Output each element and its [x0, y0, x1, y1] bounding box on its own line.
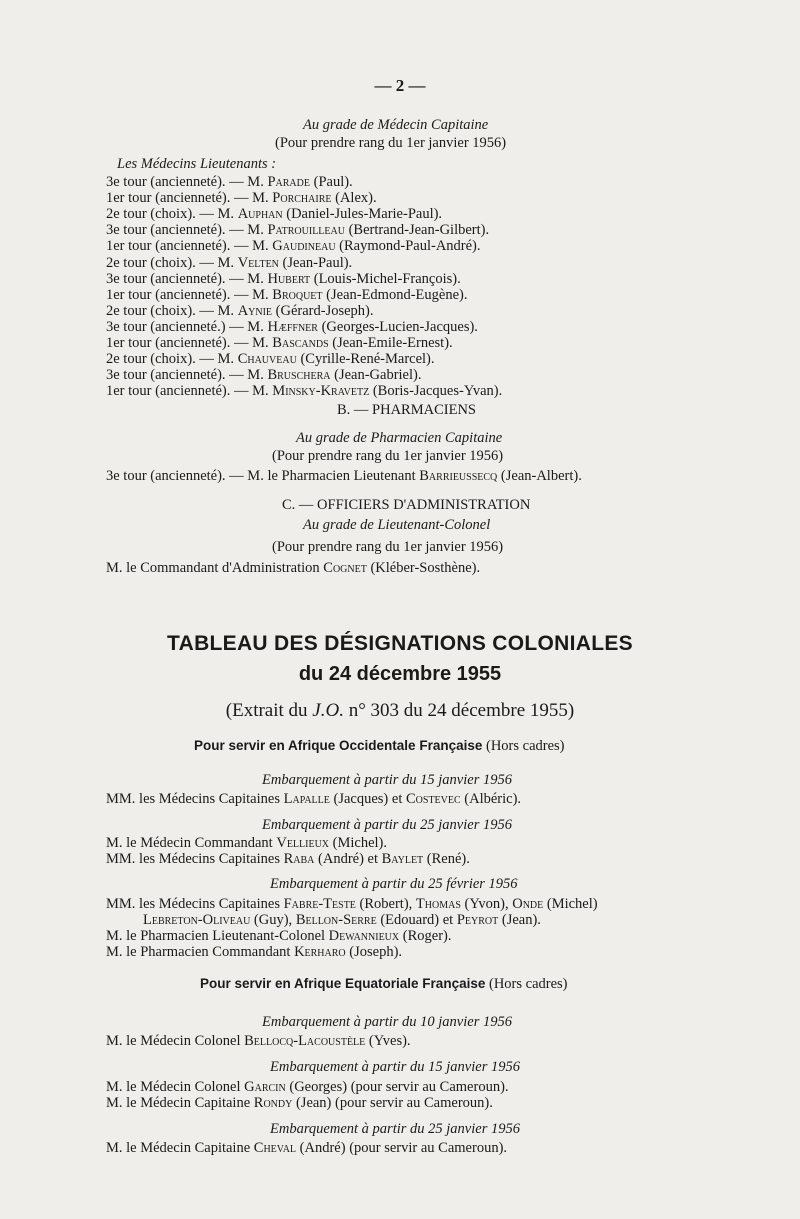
- tour-text: 3e tour (ancienneté). — M.: [106, 270, 264, 287]
- extrait-text: n° 303 du 24 décembre 1955): [348, 700, 575, 721]
- person-name: Rondy: [253, 1095, 293, 1111]
- person-name: Dewannieux: [328, 928, 400, 944]
- region-title: Pour servir en Afrique Occidentale Française: [194, 738, 483, 753]
- person-name: Vellieux: [276, 835, 330, 851]
- person-name: Parade: [267, 174, 310, 190]
- list-item: [106, 190, 377, 206]
- entry-text: (Jean).: [501, 912, 541, 928]
- person-name: Porchaire: [272, 190, 332, 207]
- section-heading-pharmaciens: B. — PHARMACIENS: [337, 402, 476, 418]
- page-number: — 2 —: [374, 76, 426, 95]
- tour-text: 3e tour (ancienneté). — M.: [106, 367, 264, 384]
- tour-text: 1er tour (ancienneté). — M.: [106, 335, 269, 351]
- person-name: Gaudineau: [272, 238, 336, 255]
- entry-text: (Yves).: [368, 1033, 411, 1049]
- tableau-title: TABLEAU DES DÉSIGNATIONS COLONIALES: [167, 632, 633, 655]
- person-name: Bruschera: [267, 367, 331, 384]
- region-tail: (Hors cadres): [485, 738, 565, 754]
- list-item: [106, 468, 582, 484]
- entry-text: (Kléber-Sosthène).: [370, 560, 481, 576]
- section-heading-officiers: C. — OFFICIERS D'ADMINISTRATION: [282, 497, 531, 513]
- given-names: (Boris-Jacques-Yvan).: [372, 383, 503, 400]
- list-item: [106, 928, 451, 944]
- given-names: (Jean-Emile-Ernest).: [332, 335, 453, 351]
- rang-line: (Pour prendre rang du 1er janvier 1956): [275, 135, 507, 151]
- person-name: Raba: [283, 851, 315, 867]
- tour-text: 2e tour (choix). — M.: [106, 302, 235, 319]
- person-name: Peyrot: [456, 912, 499, 928]
- entry-text: M. le Médecin Colonel: [106, 1033, 241, 1049]
- tour-text: 1er tour (ancienneté). — M.: [106, 383, 269, 400]
- list-item: [106, 206, 442, 222]
- person-name: Velten: [237, 254, 279, 271]
- person-name: Lapalle: [283, 791, 330, 807]
- person-name: Baylet: [381, 851, 424, 867]
- list-item: [106, 944, 402, 960]
- entry-text: MM. les Médecins Capitaines: [106, 851, 280, 867]
- entry-text: (René).: [426, 851, 470, 867]
- grade-heading: Au grade de Médecin Capitaine: [303, 117, 489, 133]
- list-item: [106, 255, 352, 271]
- person-name: Chauveau: [237, 351, 297, 368]
- list-item: [106, 383, 502, 399]
- list-item: [106, 238, 481, 254]
- person-name: Aynie: [237, 302, 273, 319]
- entry-text: M. le Médecin Colonel: [106, 1079, 241, 1095]
- list-item: [106, 1033, 411, 1049]
- list-item: [106, 560, 480, 576]
- list-item: [106, 896, 598, 912]
- list-item: [106, 835, 387, 851]
- entry-text: (Jean) (pour servir au Cameroun).: [295, 1095, 493, 1111]
- tour-text: 3e tour (ancienneté). — M.: [106, 222, 264, 239]
- region-tail: (Hors cadres): [488, 976, 568, 992]
- entry-text: 3e tour (ancienneté). — M. le Pharmacien Lieutenant: [106, 468, 416, 484]
- given-names: (Raymond-Paul-André).: [339, 238, 481, 255]
- person-name: Hæffner: [267, 318, 318, 335]
- entry-text: (Jacques) et: [333, 791, 403, 807]
- given-names: (Jean-Gabriel).: [334, 367, 422, 384]
- entry-text: M. le Pharmacien Commandant: [106, 944, 291, 960]
- entry-text: (Michel).: [332, 835, 388, 851]
- person-name: Lebreton-Oliveau: [143, 912, 251, 928]
- entry-text: M. le Médecin Capitaine: [106, 1095, 251, 1111]
- entry-text: (André) (pour servir au Cameroun).: [299, 1140, 508, 1156]
- given-names: (Paul).: [313, 174, 353, 190]
- entry-text: (Roger).: [402, 928, 452, 944]
- embarquement-line: Embarquement à partir du 25 janvier 1956: [270, 1121, 520, 1137]
- grade-heading: Au grade de Pharmacien Capitaine: [296, 430, 503, 446]
- list-item: [106, 351, 435, 367]
- person-name: Thomas: [415, 896, 461, 912]
- embarquement-line: Embarquement à partir du 25 février 1956: [270, 876, 518, 892]
- tour-text: 1er tour (ancienneté). — M.: [106, 286, 269, 303]
- person-name: Auphan: [237, 206, 283, 223]
- list-item: [106, 335, 453, 351]
- entry-text: (Yvon),: [464, 896, 509, 912]
- list-item: [143, 912, 541, 928]
- entry-text: MM. les Médecins Capitaines: [106, 896, 280, 912]
- tour-text: 1er tour (ancienneté). — M.: [106, 238, 269, 255]
- list-item: [106, 367, 421, 383]
- person-name: Costevec: [405, 791, 461, 807]
- entry-text: M. le Médecin Commandant: [106, 835, 273, 851]
- given-names: (Alex).: [335, 190, 377, 207]
- list-item: [106, 1095, 493, 1111]
- tour-text: 2e tour (choix). — M.: [106, 351, 235, 368]
- person-name: Bellocq-Lacoustèle: [244, 1033, 366, 1049]
- aef-heading: [200, 976, 568, 992]
- entry-text: (Guy),: [253, 912, 293, 928]
- entry-text: M. le Commandant d'Administration: [106, 560, 320, 576]
- given-names: (Jean-Edmond-Eugène).: [326, 286, 468, 303]
- given-names: (Bertrand-Jean-Gilbert).: [348, 222, 490, 239]
- extrait-text: (Extrait du: [225, 700, 308, 721]
- rang-line: (Pour prendre rang du 1er janvier 1956): [272, 539, 504, 555]
- given-names: (Georges-Lucien-Jacques).: [321, 318, 478, 335]
- given-names: (Gérard-Joseph).: [275, 302, 374, 319]
- aof-heading: [194, 738, 565, 754]
- tour-text: 1er tour (ancienneté). — M.: [106, 190, 269, 207]
- list-item: [106, 1079, 509, 1095]
- entry-text: (Joseph).: [349, 944, 403, 960]
- entry-text: (André) et: [318, 851, 379, 867]
- entry-text: (Edouard) et: [380, 912, 454, 928]
- given-names: (Louis-Michel-François).: [313, 270, 461, 287]
- list-item: [106, 174, 353, 190]
- rang-line: (Pour prendre rang du 1er janvier 1956): [272, 448, 504, 464]
- list-item: [106, 287, 467, 303]
- entry-text: M. le Médecin Capitaine: [106, 1140, 251, 1156]
- list-item: [106, 791, 521, 807]
- embarquement-line: Embarquement à partir du 10 janvier 1956: [262, 1014, 512, 1030]
- tour-text: 2e tour (choix). — M.: [106, 254, 235, 271]
- entry-text: M. le Pharmacien Lieutenant-Colonel: [106, 928, 326, 944]
- entry-text: (Robert),: [359, 896, 413, 912]
- person-name: Onde: [512, 896, 544, 912]
- given-names: (Jean-Paul).: [282, 254, 353, 271]
- entry-text: (Albéric).: [464, 791, 522, 807]
- person-name: Cognet: [323, 560, 367, 576]
- given-names: (Daniel-Jules-Marie-Paul).: [286, 206, 443, 223]
- list-item: [106, 1140, 507, 1156]
- extrait-line: [0, 700, 800, 722]
- embarquement-line: Embarquement à partir du 15 janvier 1956: [262, 772, 512, 788]
- tour-text: 3e tour (ancienneté). — M.: [106, 174, 264, 190]
- person-name: Barrieussecq: [419, 468, 498, 484]
- person-name: Bellon-Serre: [295, 912, 377, 928]
- list-item: [106, 271, 461, 287]
- entry-text: MM. les Médecins Capitaines: [106, 791, 280, 807]
- group-label: Les Médecins Lieutenants :: [117, 156, 277, 172]
- embarquement-line: Embarquement à partir du 15 janvier 1956: [270, 1059, 520, 1075]
- person-name: Cheval: [253, 1140, 297, 1156]
- given-names: (Cyrille-René-Marcel).: [300, 351, 435, 368]
- grade-heading: Au grade de Lieutenant-Colonel: [303, 517, 491, 533]
- person-name: Patrouilleau: [267, 222, 345, 239]
- person-name: Kerharo: [294, 944, 346, 960]
- journal-abbrev: J.O.: [312, 700, 344, 721]
- tour-text: 2e tour (choix). — M.: [106, 206, 235, 223]
- entry-text: (Jean-Albert).: [500, 468, 582, 484]
- embarquement-line: Embarquement à partir du 25 janvier 1956: [262, 817, 512, 833]
- person-name: Minsky-Kravetz: [272, 383, 370, 400]
- person-name: Hubert: [267, 270, 311, 287]
- entry-text: (Michel): [546, 896, 598, 912]
- person-name: Fabre-Teste: [283, 896, 356, 912]
- list-item: [106, 303, 374, 319]
- person-name: Garcin: [244, 1079, 286, 1095]
- person-name: Bascands: [272, 335, 329, 351]
- list-item: [106, 319, 478, 335]
- person-name: Broquet: [272, 286, 323, 303]
- region-title: Pour servir en Afrique Equatoriale Française: [200, 976, 486, 991]
- list-item: [106, 851, 470, 867]
- entry-text: (Georges) (pour servir au Cameroun).: [289, 1079, 509, 1095]
- tableau-date: du 24 décembre 1955: [298, 663, 502, 685]
- list-item: [106, 222, 489, 238]
- tour-text: 3e tour (ancienneté.) — M.: [106, 318, 264, 335]
